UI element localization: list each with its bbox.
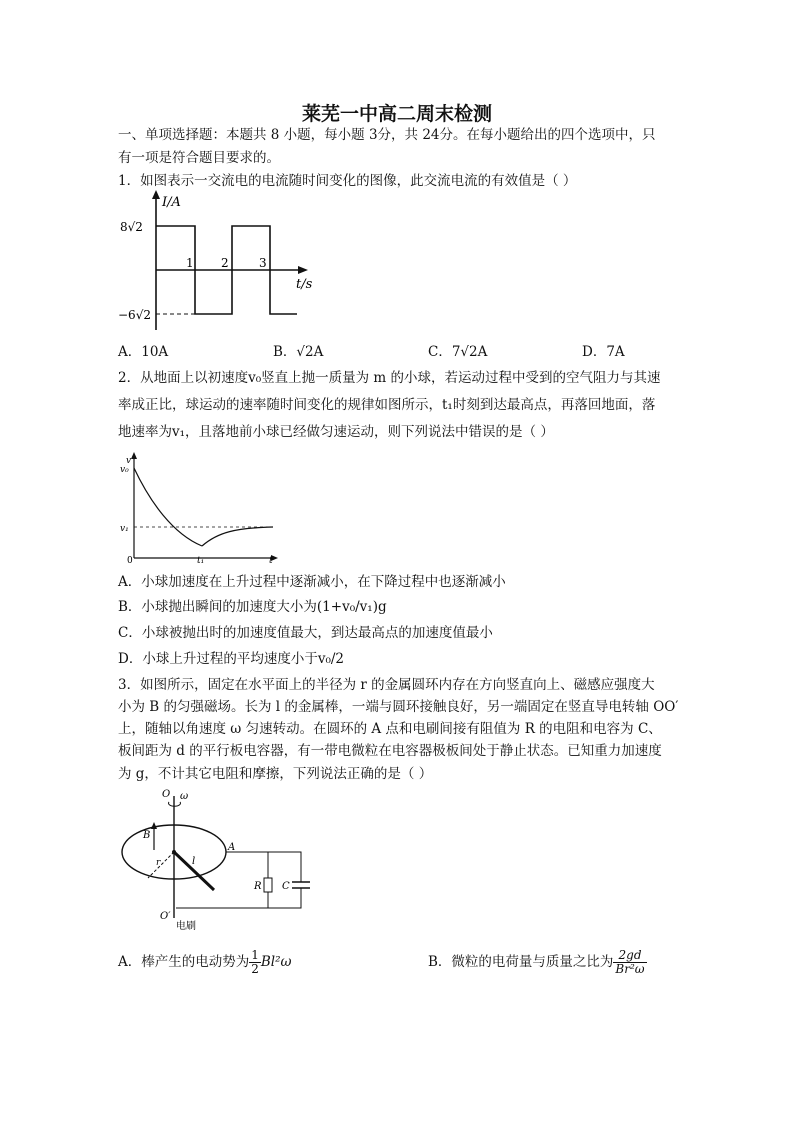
q2-stem-line3: 地速率为v₁，且落地前小球已经做匀速运动，则下列说法中错误的是（ ） (118, 424, 554, 440)
section-instructions-line2: 有一项是符合题目要求的。 (118, 150, 280, 166)
q2-option-b: B．小球抛出瞬间的加速度大小为(1+v₀/v₁)g (118, 599, 387, 615)
q2-t1-label: t₁ (197, 556, 205, 565)
q3-stem-line1: 3．如图所示，固定在水平面上的半径为 r 的金属圆环内存在方向竖直向上、磁感应强度大 (118, 677, 655, 693)
q3-label-c: C (282, 881, 290, 892)
q3-label-b: B (143, 830, 151, 841)
q3-label-omega: ω (180, 791, 189, 802)
q3-pivot (172, 850, 176, 854)
q1-ytick-bottom: −6√2 (118, 308, 151, 322)
q1-y-axis-arrow (152, 190, 160, 199)
q1-stem: 1．如图表示一交流电的电流随时间变化的图像，此交流电流的有效值是（ ） (118, 173, 577, 189)
q3-b-field-arrow (151, 822, 157, 829)
q2-xlabel: t (269, 556, 273, 565)
q2-rising-curve (134, 468, 202, 546)
q1-xtick-3: 3 (259, 256, 267, 270)
q3-option-a-denominator: 2 (251, 962, 259, 976)
q2-y-axis-arrow (131, 452, 137, 459)
q1-x-axis-arrow (298, 266, 308, 274)
q2-option-a: A．小球加速度在上升过程中逐渐减小，在下降过程中也逐渐减小 (118, 574, 506, 590)
q3-option-b-prefix: B．微粒的电荷量与质量之比为 (428, 954, 614, 970)
q3-resistor (264, 878, 272, 892)
q2-option-d: D．小球上升过程的平均速度小于v₀/2 (118, 651, 344, 667)
q3-option-a-numerator: 1 (251, 948, 259, 962)
q1-ytick-top: 8√2 (120, 220, 143, 234)
section-instructions-line1: 一、单项选择题：本题共 8 小题，每小题 3分，共 24分。在每小题给出的四个选项中，只 (118, 127, 656, 143)
q3-radius-dashed (148, 852, 174, 878)
q3-label-r-resistor: R (254, 881, 262, 892)
q3-label-brush: 电刷 (176, 921, 196, 932)
q3-stem-line2: 小为 B 的匀强磁场。长为 l 的金属棒，一端与圆环接触良好，另一端固定在竖直导电转轴 OO′ (118, 699, 679, 715)
q3-stem-line4: 板间距为 d 的平行板电容器，有一带电微粒在电容器极板间处于静止状态。已知重力加速度 (118, 743, 662, 759)
q3-stem-line5: 为 g，不计其它电阻和摩擦，下列说法正确的是（ ） (118, 766, 433, 782)
q1-ylabel: I/A (162, 195, 181, 210)
q1-option-d: D．7A (582, 344, 625, 360)
q3-option-a-tail: Bl²ω (260, 954, 292, 970)
q2-v0-label: v₀ (120, 465, 129, 475)
q3-stem-line3: 上，随轴以角速度 ω 匀速转动。在圆环的 A 点和电刷间接有阻值为 R 的电阻和电容为 C、 (118, 721, 662, 737)
q2-stem-line2: 率成正比，球运动的速率随时间变化的规律如图所示，t₁时刻到达最高点，再落回地面，落 (118, 397, 656, 413)
q2-origin-label: 0 (127, 556, 133, 565)
q2-v1-label: v₁ (120, 524, 129, 534)
q3-label-o: O (162, 789, 171, 800)
q3-option-a (118, 948, 292, 976)
q1-xlabel: t/s (296, 277, 313, 292)
q3-option-b-fraction (613, 949, 646, 976)
q1-xtick-2: 2 (221, 256, 229, 270)
q3-label-o-prime: O′ (160, 911, 171, 922)
q3-circuit-figure (118, 786, 328, 934)
q2-stem-line1: 2．从地面上以初速度v₀竖直上抛一质量为 m 的小球，若运动过程中受到的空气阻力与其速 (118, 370, 661, 386)
q3-option-a-fraction (249, 949, 261, 976)
q2-velocity-graph (118, 450, 283, 565)
q2-ylabel: v (126, 456, 132, 466)
q3-label-r: r (156, 858, 161, 868)
q3-wire-top (226, 852, 301, 878)
q1-option-a: A．10A (118, 344, 169, 360)
q1-xtick-1: 1 (186, 256, 194, 270)
q3-label-a: A (228, 842, 236, 853)
q3-label-l: l (192, 856, 196, 867)
q3-option-a-prefix: A．棒产生的电动势为 (118, 954, 250, 970)
q1-option-b: B．√2A (273, 344, 324, 360)
q1-option-c: C．7√2A (428, 344, 488, 360)
q2-falling-curve (202, 527, 273, 546)
exam-title: 莱芜一中高二周末检测 (301, 103, 492, 125)
q1-current-graph (118, 188, 318, 338)
q3-option-b-numerator: 2gd (613, 949, 646, 963)
q3-option-b (428, 948, 647, 976)
q2-option-c: C．小球被抛出时的加速度值最大，到达最高点的加速度值最小 (118, 625, 493, 641)
q3-option-b-denominator: Br²ω (615, 962, 645, 976)
